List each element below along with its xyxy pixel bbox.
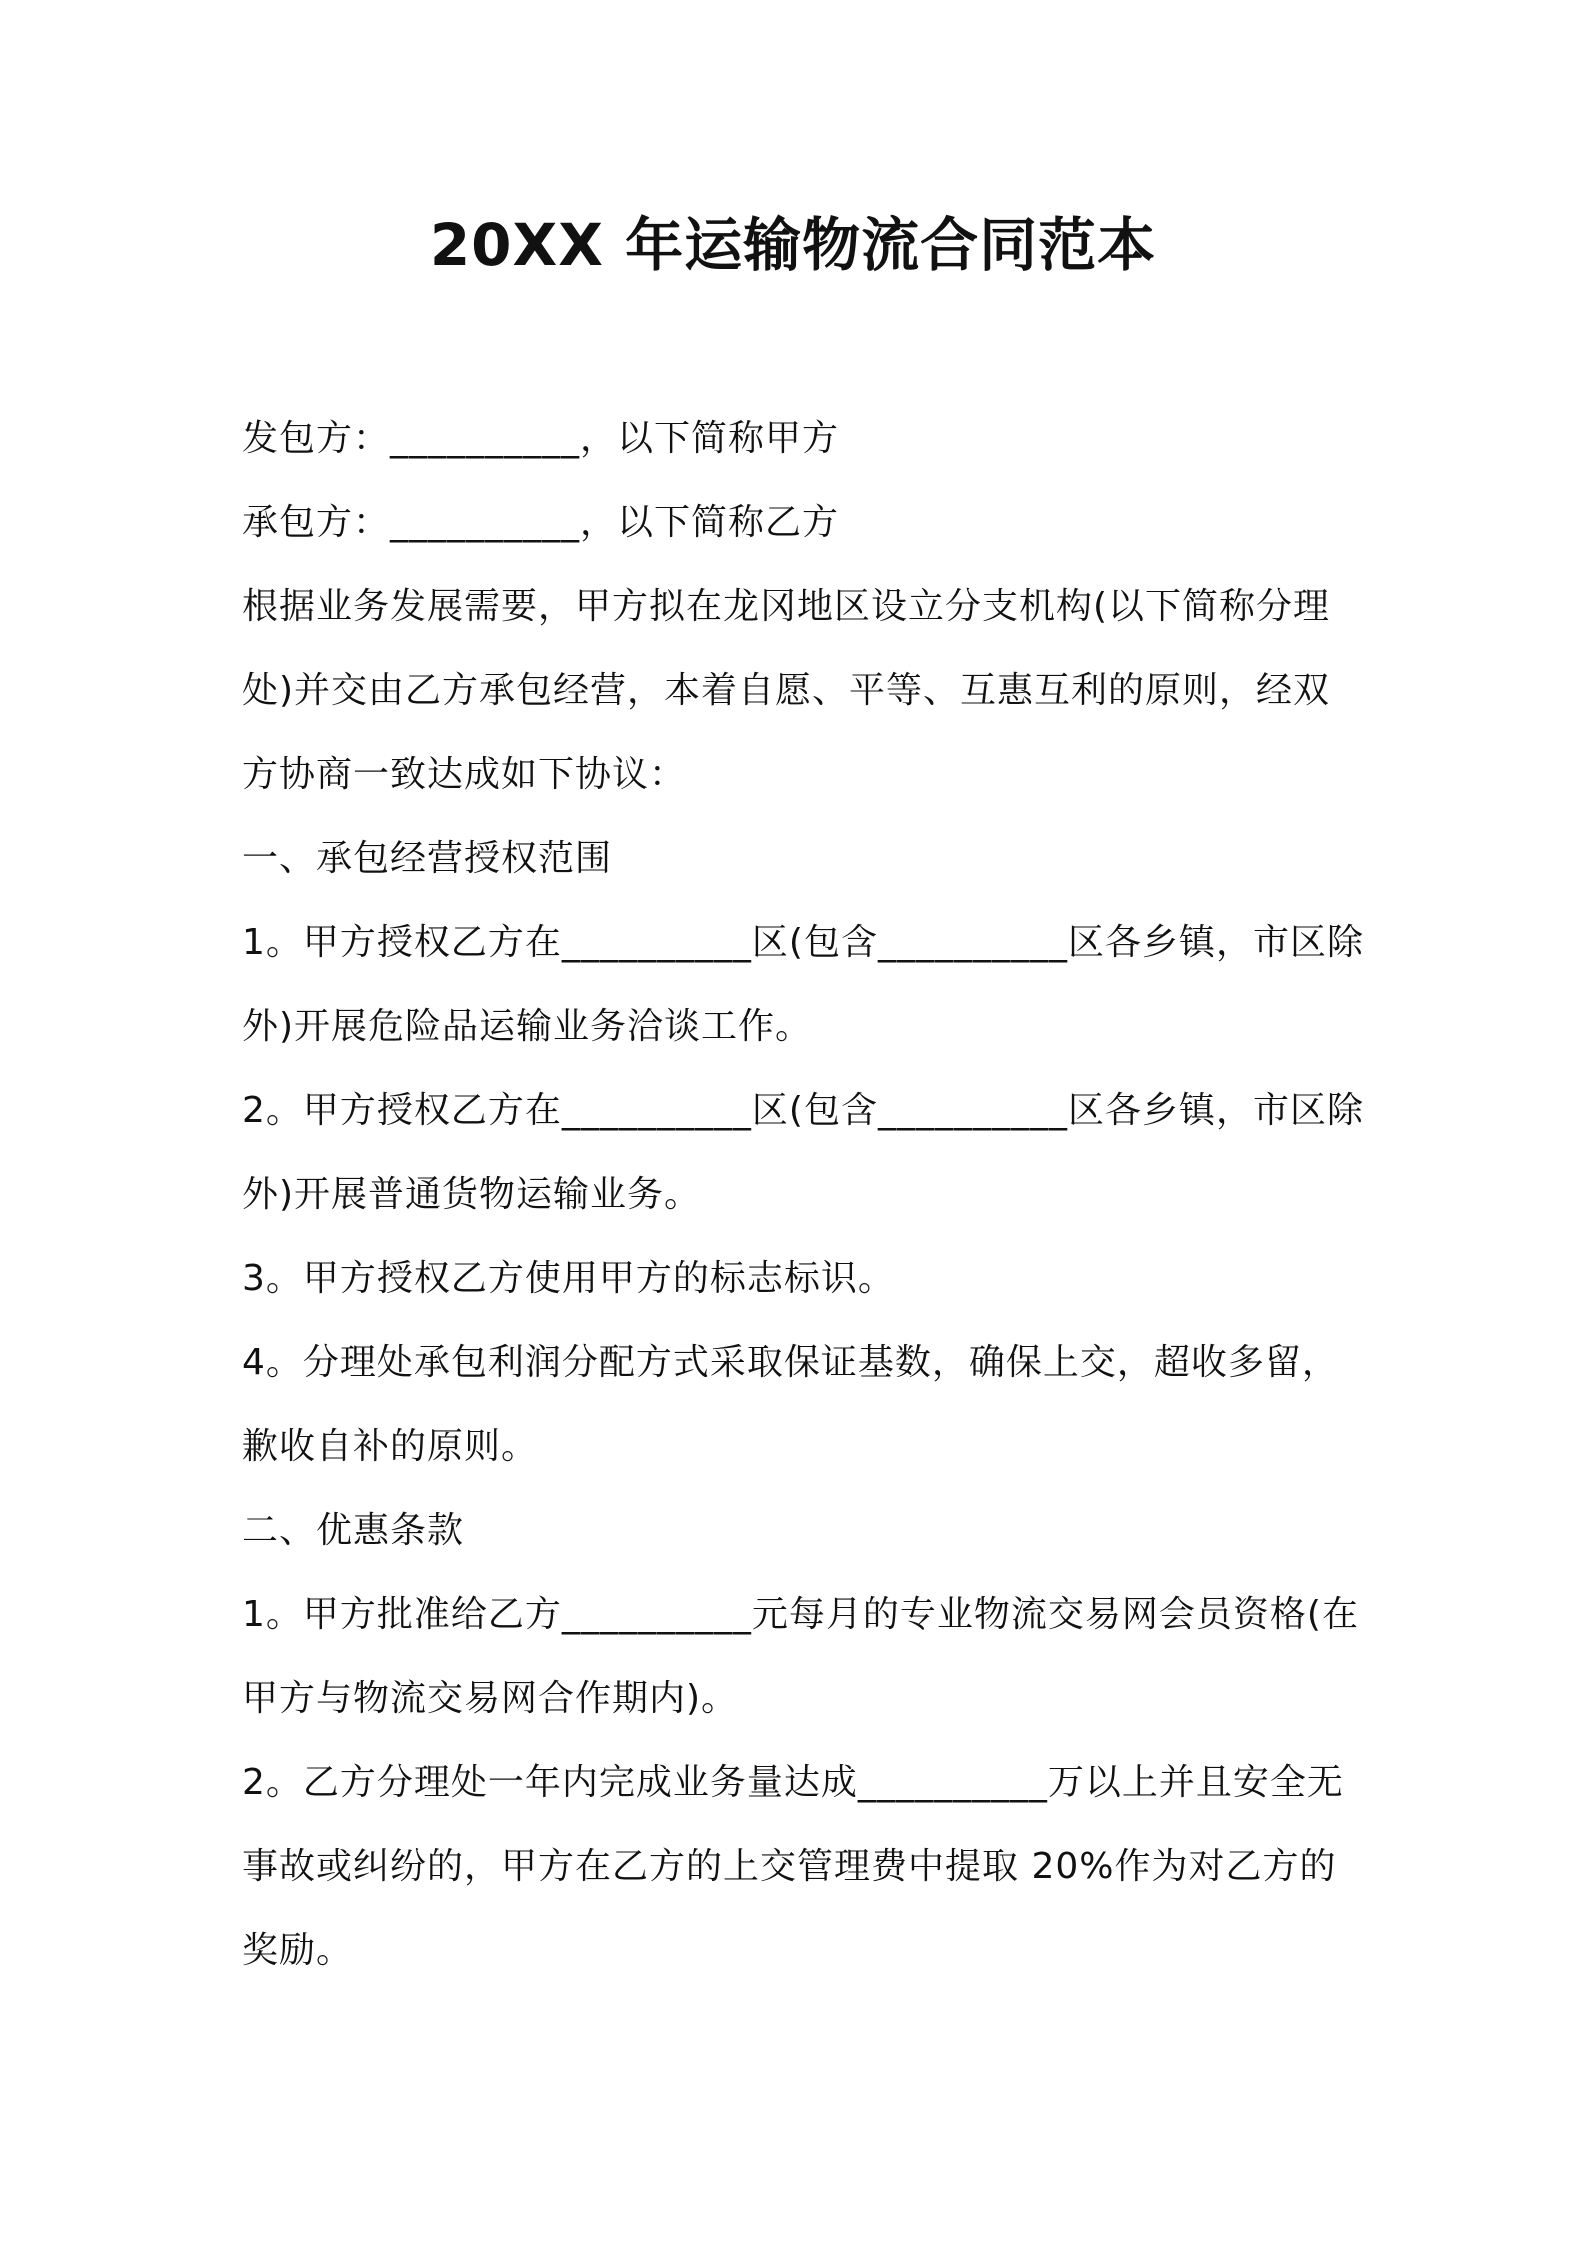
section-heading-1: 一、承包经营授权范围 <box>242 838 613 879</box>
line-clause-2-2c: 奖励。 <box>242 1930 354 1971</box>
line-clause-1-2a: 2。甲方授权乙方在__________区(包含__________区各乡镇，市区除 <box>242 1090 1364 1131</box>
line-intro-3: 方协商一致达成如下协议： <box>242 754 687 795</box>
line-issuer: 发包方：__________，以下简称甲方 <box>242 418 840 459</box>
line-clause-1-1b: 外)开展危险品运输业务洽谈工作。 <box>242 1006 813 1047</box>
line-clause-2-1a: 1。甲方批准给乙方__________元每月的专业物流交易网会员资格(在 <box>242 1594 1359 1635</box>
line-clause-1-1a: 1。甲方授权乙方在__________区(包含__________区各乡镇，市区除 <box>242 922 1364 963</box>
line-intro-2: 处)并交由乙方承包经营，本着自愿、平等、互惠互利的原则，经双 <box>242 670 1331 711</box>
line-clause-1-4b: 歉收自补的原则。 <box>242 1426 539 1467</box>
line-contractor: 承包方：__________，以下简称乙方 <box>242 502 840 543</box>
line-clause-2-2a: 2。乙方分理处一年内完成业务量达成__________万以上并且安全无 <box>242 1762 1344 1803</box>
line-clause-2-2b: 事故或纠纷的，甲方在乙方的上交管理费中提取 20%作为对乙方的 <box>242 1846 1337 1887</box>
section-heading-2: 二、优惠条款 <box>242 1510 465 1551</box>
line-clause-2-1b: 甲方与物流交易网合作期内)。 <box>242 1678 739 1719</box>
line-clause-1-3: 3。甲方授权乙方使用甲方的标志标识。 <box>242 1258 895 1299</box>
line-clause-1-4a: 4。分理处承包利润分配方式采取保证基数，确保上交，超收多留， <box>242 1342 1339 1383</box>
line-clause-1-2b: 外)开展普通货物运输业务。 <box>242 1174 702 1215</box>
document-title: 20XX 年运输物流合同范本 <box>429 211 1157 279</box>
document-body <box>242 397 1362 1993</box>
line-intro-1: 根据业务发展需要，甲方拟在龙冈地区设立分支机构(以下简称分理 <box>242 586 1331 627</box>
